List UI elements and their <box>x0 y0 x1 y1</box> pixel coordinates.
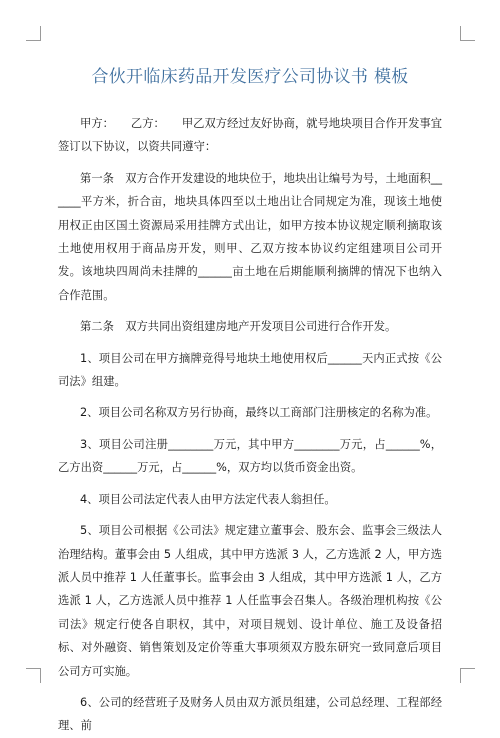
article-2-paragraph: 第二条 双方共同出资组建房地产开发项目公司进行合作开发。 <box>80 320 397 334</box>
document-body <box>58 112 442 738</box>
clause-2-paragraph: 2、项目公司名称双方另行协商，最终以工商部门注册核定的名称为准。 <box>80 406 438 420</box>
clause-3-paragraph: 3、项目公司注册________万元，其中甲方________万元，占______%，乙方出资______万元，占______%，双方均以货币资金出资。 <box>58 437 442 475</box>
crop-mark-top-left <box>26 26 41 41</box>
crop-mark-bottom-right <box>460 668 475 683</box>
crop-mark-bottom-left <box>26 668 41 683</box>
clause-6-paragraph: 6、公司的经营班子及财务人员由双方派员组建，公司总经理、工程部经理、前 <box>58 695 442 733</box>
clause-4-paragraph: 4、项目公司法定代表人由甲方法定代表人翁担任。 <box>80 492 336 506</box>
article-1-paragraph: 第一条 双方合作开发建设的地块位于，地块出让编号为号，土地面积______平方米，折合亩，地块具体四至以土地出让合同规定为准，现该土地使用权正由区国土资源局采用挂牌方式出让，如甲方按本协议规定顺利摘取该土地使用权用于商品房开发，则甲、乙双方按本协议约定组建项目公司开发。该地块四周尚未挂牌的______亩土地在后期能顺利摘牌的情况下也纳入合作范围。 <box>58 171 442 302</box>
document-title: 合伙开临床药品开发医疗公司协议书 模板 <box>91 67 409 87</box>
clause-1-paragraph: 1、项目公司在甲方摘牌竞得号地块土地使用权后______天内正式按《公司法》组建。 <box>58 351 442 389</box>
preamble-paragraph: 甲方： 乙方： 甲乙双方经过友好协商，就号地块项目合作开发事宜签订以下协议，以资共同遵守： <box>58 117 442 154</box>
clause-5-paragraph: 5、项目公司根据《公司法》规定建立董事会、股东会、监事会三级法人治理结构。董事会由 5 人组成，其中甲方选派 3 人，乙方选派 2 人，甲方选派人员中推荐 1 人任董事长。监事会由 3 人组成，其中甲方选派 1 人，乙方选派 1 人，乙方选派人员中推荐 1 人任监事会召集人。各级治理机构按《公司法》规定行使各自职权，其中，对项目规划、设计单位、施工及设备招标、对外融资、销售策划及定价等重大事项须双方股东研究一致同意后项目公司方可实施。 <box>58 524 442 678</box>
crop-mark-top-right <box>460 26 475 41</box>
